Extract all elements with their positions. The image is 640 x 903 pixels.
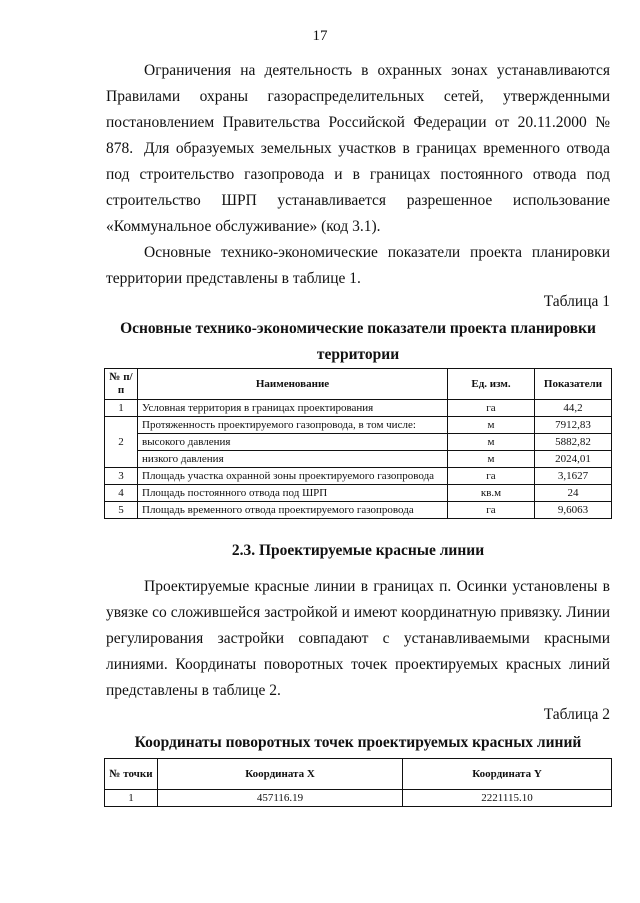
cell-unit: кв.м bbox=[448, 485, 535, 502]
table-row bbox=[105, 468, 612, 485]
cell-value: 9,6063 bbox=[535, 502, 612, 519]
paragraph-indicators-ref: Основные технико-экономические показатели проекта планировки территории представлены в таблице 1. bbox=[106, 244, 610, 287]
table-header-row bbox=[105, 759, 612, 790]
table-row bbox=[105, 502, 612, 519]
cell-value: 24 bbox=[535, 485, 612, 502]
cell-unit: га bbox=[448, 468, 535, 485]
cell-number: 3 bbox=[105, 468, 138, 485]
cell-name: Условная территория в границах проектирования bbox=[138, 400, 448, 417]
col-header-point: № точки bbox=[105, 759, 158, 790]
table-row bbox=[105, 790, 612, 807]
cell-name: Протяженность проектируемого газопровода, в том числе: bbox=[138, 417, 448, 434]
col-header-number: № п/п bbox=[105, 369, 138, 400]
paragraph-red-lines: Проектируемые красные линии в границах п. Осинки установлены в увязке со сложившейся застройкой и имеют координатную привязку. Линии регулирования застройки совпадают с устанавливаемыми красными линиями. Координаты поворотных точек проектируемых красных линий представлены в таблице 2. bbox=[106, 578, 610, 699]
table-row bbox=[105, 434, 612, 451]
cell-unit: га bbox=[448, 400, 535, 417]
cell-value: 7912,83 bbox=[535, 417, 612, 434]
indicators-table bbox=[104, 368, 612, 519]
cell-unit: га bbox=[448, 502, 535, 519]
table2-title: Координаты поворотных точек проектируемых красных линий bbox=[134, 734, 582, 751]
table2-caption: Таблица 2 bbox=[543, 706, 610, 723]
table1-title: Основные технико-экономические показатели проекта планировки территории bbox=[120, 320, 596, 363]
page-number: 17 bbox=[312, 28, 328, 44]
paragraph-restrictions: Ограничения на деятельность в охранных зонах устанавливаются Правилами охраны газораспределительных сетей, утвержденными постановлением Правительства Российской Федерации от 20.11.2000 № 878. bbox=[106, 62, 610, 157]
cell-name: низкого давления bbox=[138, 451, 448, 468]
col-header-y: Координата Y bbox=[403, 759, 612, 790]
table-row bbox=[105, 417, 612, 434]
table-row bbox=[105, 485, 612, 502]
cell-unit: м bbox=[448, 417, 535, 434]
table1-caption: Таблица 1 bbox=[543, 293, 610, 310]
cell-value: 3,1627 bbox=[535, 468, 612, 485]
cell-name: Площадь постоянного отвода под ШРП bbox=[138, 485, 448, 502]
cell-number: 4 bbox=[105, 485, 138, 502]
coordinates-table bbox=[104, 758, 612, 807]
cell-number: 5 bbox=[105, 502, 138, 519]
table-row bbox=[105, 400, 612, 417]
cell-number: 1 bbox=[105, 400, 138, 417]
table-row bbox=[105, 451, 612, 468]
cell-unit: м bbox=[448, 434, 535, 451]
cell-name: Площадь временного отвода проектируемого газопровода bbox=[138, 502, 448, 519]
col-header-name: Наименование bbox=[138, 369, 448, 400]
paragraph-land-use: Для образуемых земельных участков в границах временного отвода под строительство газопровода и в границах постоянного отвода под строительство ШРП устанавливается разрешенное использование «Коммунальное обслуживание» (код 3.1). bbox=[106, 140, 610, 235]
cell-y: 2221115.10 bbox=[403, 790, 612, 807]
cell-value: 44,2 bbox=[535, 400, 612, 417]
col-header-value: Показатели bbox=[535, 369, 612, 400]
cell-name: высокого давления bbox=[138, 434, 448, 451]
cell-point: 1 bbox=[105, 790, 158, 807]
cell-name: Площадь участка охранной зоны проектируемого газопровода bbox=[138, 468, 448, 485]
col-header-unit: Ед. изм. bbox=[448, 369, 535, 400]
cell-x: 457116.19 bbox=[158, 790, 403, 807]
table-header-row bbox=[105, 369, 612, 400]
cell-value: 5882,82 bbox=[535, 434, 612, 451]
cell-value: 2024,01 bbox=[535, 451, 612, 468]
cell-unit: м bbox=[448, 451, 535, 468]
section-heading: 2.3. Проектируемые красные линии bbox=[231, 542, 485, 559]
col-header-x: Координата X bbox=[158, 759, 403, 790]
cell-number: 2 bbox=[105, 417, 138, 468]
